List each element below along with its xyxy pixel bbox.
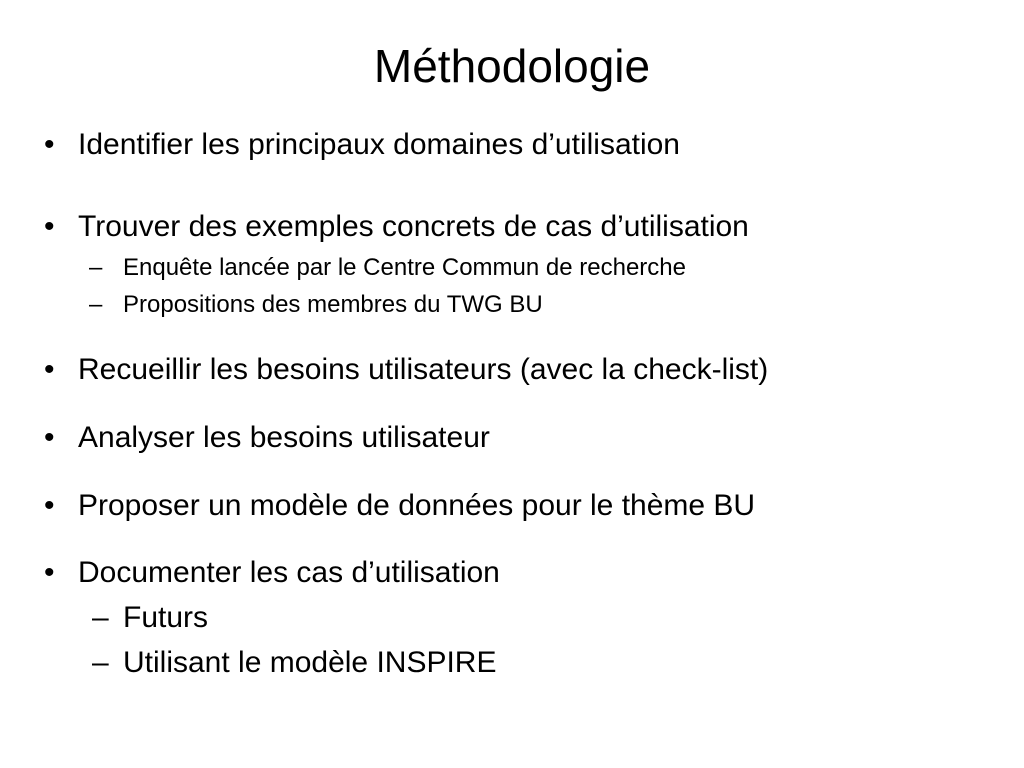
sub-item [0, 598, 1024, 638]
sub-marker: – [92, 601, 109, 634]
bullet-marker: • [44, 421, 55, 454]
bullet-item [0, 207, 1024, 247]
bullet-text: Documenter les cas d’utilisation [78, 556, 500, 589]
sub-item [0, 643, 1024, 683]
sub-marker: – [89, 291, 103, 318]
bullet-marker: • [44, 128, 55, 161]
bullet-item [0, 125, 1024, 165]
sub-item-text: Futurs [123, 601, 209, 634]
sub-item-text: Utilisant le modèle INSPIRE [123, 646, 497, 679]
bullet-item [0, 553, 1024, 593]
sub-item [0, 252, 1024, 284]
bullet-marker: • [44, 556, 55, 589]
slide-title: Méthodologie [373, 40, 651, 92]
bullet-marker: • [44, 353, 55, 386]
bullet-item [0, 418, 1024, 458]
sub-marker: – [89, 254, 103, 281]
sub-item [0, 289, 1024, 321]
bullet-text: Analyser les besoins utilisateur [78, 421, 490, 454]
bullet-text: Identifier les principaux domaines d’utilisation [78, 128, 680, 161]
sub-item-text: Enquête lancée par le Centre Commun de recherche [123, 254, 686, 281]
bullet-marker: • [44, 489, 55, 522]
bullet-text: Trouver des exemples concrets de cas d’utilisation [78, 210, 749, 243]
sub-item-text: Propositions des membres du TWG BU [123, 291, 543, 318]
bullet-text: Recueillir les besoins utilisateurs (avec la check-list) [78, 353, 769, 386]
bullet-marker: • [44, 210, 55, 243]
bullet-text: Proposer un modèle de données pour le thème BU [78, 489, 756, 522]
sub-marker: – [92, 646, 109, 679]
bullet-item [0, 486, 1024, 526]
bullet-item [0, 350, 1024, 390]
